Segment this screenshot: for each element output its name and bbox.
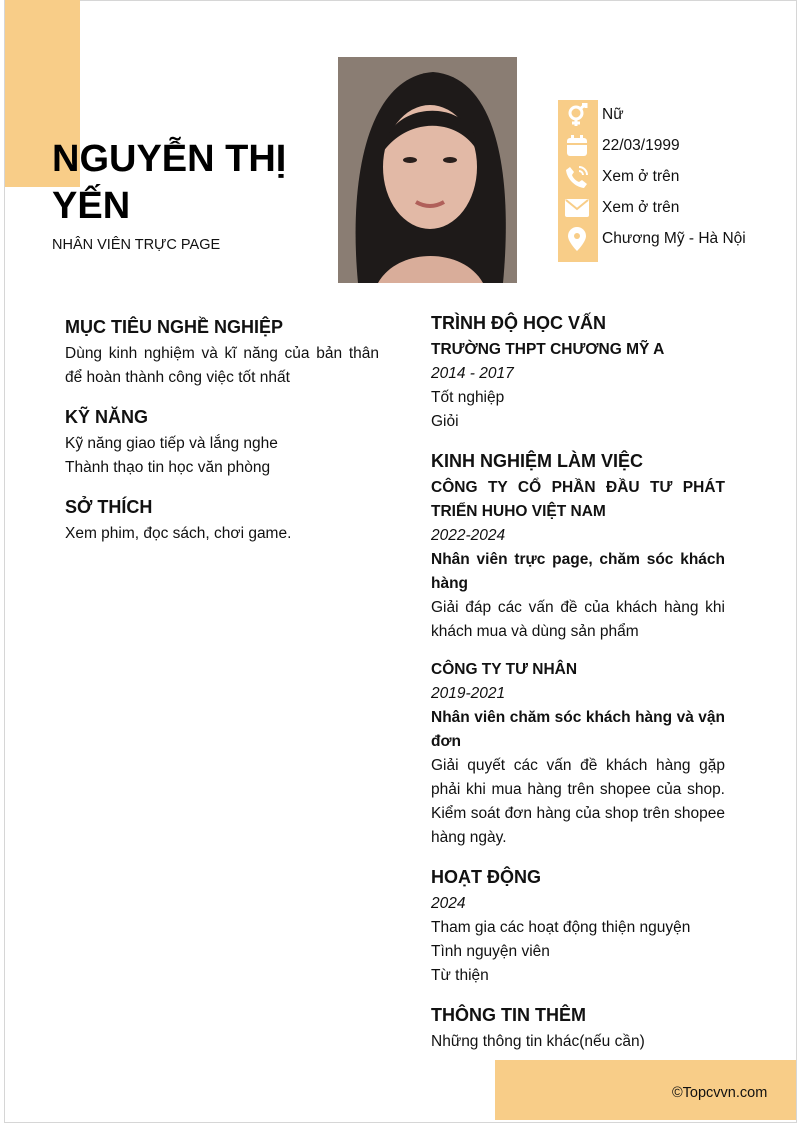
activity-line: Từ thiện [431, 967, 489, 984]
job-entry [431, 658, 725, 850]
skills-section [65, 404, 379, 480]
experience-section [431, 448, 725, 850]
email-icon [564, 195, 590, 221]
objective-text: Dùng kinh nghiệm và kĩ năng của bản thân để hoàn thành công việc tốt nhất [65, 345, 379, 386]
activity-line: Tình nguyện viên [431, 943, 550, 960]
education-line: Giỏi [431, 413, 459, 430]
school-name: TRƯỜNG THPT CHƯƠNG MỸ A [431, 341, 665, 358]
section-heading: SỞ THÍCH [65, 497, 153, 517]
job-position: Nhân viên trực page, chăm sóc khách hàng [431, 551, 725, 592]
skill-item: Kỹ năng giao tiếp và lắng nghe [65, 435, 278, 452]
company-name: CÔNG TY CỔ PHẦN ĐẦU TƯ PHÁT TRIỂN HUHO VIỆT NAM [431, 479, 725, 520]
activity-line: Tham gia các hoạt động thiện nguyện [431, 919, 691, 936]
job-period: 2022-2024 [431, 527, 506, 544]
job-position: Nhân viên chăm sóc khách hàng và vận đơn [431, 709, 725, 750]
left-column [65, 314, 379, 560]
company-name: CÔNG TY TƯ NHÂN [431, 661, 578, 678]
activities-section [431, 864, 725, 988]
section-heading: KINH NGHIỆM LÀM VIỆC [431, 451, 644, 471]
job-title: NHÂN VIÊN TRỰC PAGE [52, 237, 221, 253]
objective-section [65, 314, 379, 390]
hobbies-section [65, 494, 379, 546]
profile-photo [338, 57, 517, 283]
job-description: Giải quyết các vấn đề khách hàng gặp phải khi mua hàng trên shopee của shop. Kiểm soát đơn hàng của shop trên shopee hàng ngày. [431, 757, 725, 846]
activity-year: 2024 [431, 895, 466, 912]
section-heading: THÔNG TIN THÊM [431, 1005, 586, 1025]
additional-section [431, 1002, 725, 1054]
phone-icon [564, 164, 590, 190]
section-heading: TRÌNH ĐỘ HỌC VẤN [431, 313, 606, 333]
additional-text: Những thông tin khác(nếu cần) [431, 1033, 645, 1050]
skill-item: Thành thạo tin học văn phòng [65, 459, 271, 476]
education-line: Tốt nghiệp [431, 389, 505, 406]
job-period: 2019-2021 [431, 685, 506, 702]
candidate-name: NGUYỄN THỊ YẾN [52, 138, 287, 227]
location-icon [564, 226, 590, 252]
education-period: 2014 - 2017 [431, 365, 514, 382]
section-heading: MỤC TIÊU NGHỀ NGHIỆP [65, 317, 284, 337]
job-description: Giải đáp các vấn đề của khách hàng khi khách mua và dùng sản phẩm [431, 599, 725, 640]
education-section [431, 310, 725, 434]
calendar-icon [564, 133, 590, 159]
hobbies-text: Xem phim, đọc sách, chơi game. [65, 525, 292, 542]
job-entry [431, 476, 725, 644]
right-column [431, 310, 725, 1068]
section-heading: HOẠT ĐỘNG [431, 867, 541, 887]
copyright-text: ©Topcvvn.com [672, 1085, 768, 1101]
gender-icon [564, 102, 590, 128]
section-heading: KỸ NĂNG [65, 407, 149, 427]
